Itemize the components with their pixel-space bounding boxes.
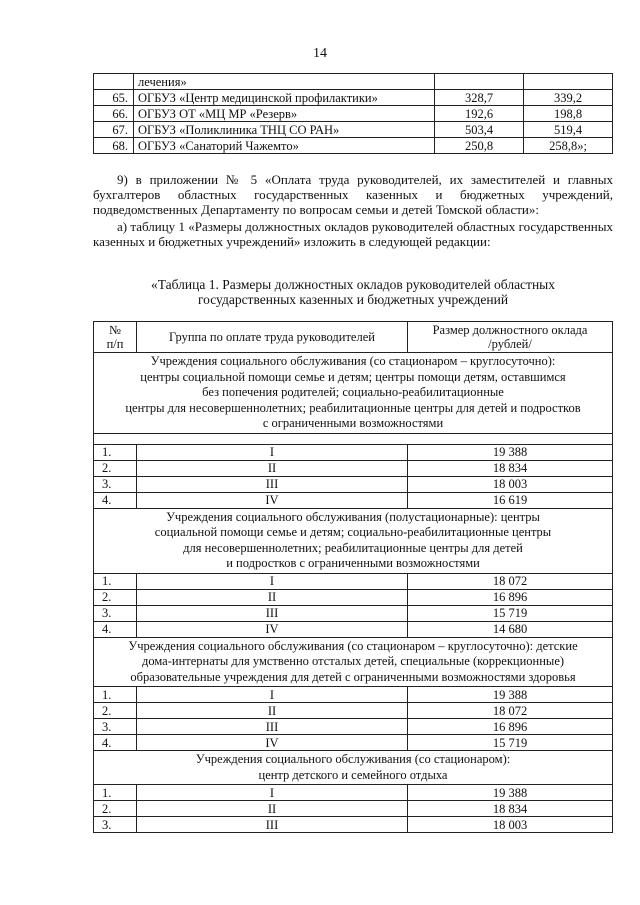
row-number: 65. [94, 90, 134, 106]
header-salary-line1: Размер должностного оклада [432, 323, 588, 337]
section-title [94, 637, 613, 687]
blank-cell [94, 433, 613, 444]
salary-cell: 15 719 [408, 605, 613, 621]
row-number: 68. [94, 138, 134, 154]
table-row [94, 735, 613, 751]
table-row [94, 122, 613, 138]
section-title-line: центры социальной помощи семье и детям; центры помощи детям, оставшимся [140, 369, 566, 384]
institution-name: лечения» [134, 74, 435, 90]
institutions-table-continuation [93, 73, 613, 154]
salary-cell: 18 834 [408, 801, 613, 817]
section-title-line: для несовершеннолетних; реабилитационные центры для детей [183, 540, 523, 555]
row-number: 2. [94, 703, 137, 719]
institution-name: ОГБУЗ «Центр медицинской профилактики» [134, 90, 435, 106]
row-number: 2. [94, 589, 137, 605]
row-number [94, 74, 134, 90]
value-2: 258,8»; [524, 138, 613, 154]
table-row [94, 589, 613, 605]
salary-table-header [94, 322, 613, 353]
section-title-line: Учреждения социального обслуживания (со стационаром): [195, 752, 511, 766]
salary-cell: 14 680 [408, 621, 613, 637]
group-cell: I [137, 785, 408, 801]
table-row [94, 573, 613, 589]
header-num-line1: № [109, 323, 121, 337]
header-salary-line2: /рублей/ [488, 337, 532, 351]
group-cell: III [137, 719, 408, 735]
salary-cell: 16 896 [408, 719, 613, 735]
salary-cell: 16 619 [408, 492, 613, 508]
section-header-row [94, 508, 613, 573]
salary-cell: 18 072 [408, 573, 613, 589]
table-row [94, 621, 613, 637]
group-cell: IV [137, 735, 408, 751]
group-cell: IV [137, 621, 408, 637]
header-group-cell: Группа по оплате труда руководителей [137, 322, 408, 353]
header-salary-cell [408, 322, 613, 353]
blank-row [94, 433, 613, 444]
row-number: 66. [94, 106, 134, 122]
value-2 [524, 74, 613, 90]
section-header-row [94, 751, 613, 785]
header-num-cell [94, 322, 137, 353]
section-title-line: без попечения родителей; социально-реабилитационные [202, 385, 504, 399]
section-title-line: и подростков с ограниченными возможностями [226, 556, 480, 570]
row-number: 2. [94, 460, 137, 476]
value-2: 519,4 [524, 122, 613, 138]
group-cell: II [137, 589, 408, 605]
group-cell: I [137, 573, 408, 589]
table-row [94, 719, 613, 735]
group-cell: III [137, 476, 408, 492]
table-row [94, 476, 613, 492]
section-title-line: Учреждения социального обслуживания (со стационаром – круглосуточно): детские [128, 638, 578, 653]
row-number: 67. [94, 122, 134, 138]
section-title [94, 353, 613, 434]
value-1: 503,4 [435, 122, 524, 138]
section-title-line: центр детского и семейного отдыха [258, 767, 448, 782]
group-cell: II [137, 703, 408, 719]
group-cell: I [137, 687, 408, 703]
table-row [94, 687, 613, 703]
salary-cell: 18 003 [408, 817, 613, 833]
group-cell: III [137, 817, 408, 833]
salary-cell: 18 072 [408, 703, 613, 719]
section-title [94, 508, 613, 573]
table-row [94, 817, 613, 833]
table-row [94, 801, 613, 817]
table-row [94, 460, 613, 476]
salary-cell: 18 003 [408, 476, 613, 492]
row-number: 1. [94, 785, 137, 801]
row-number: 1. [94, 573, 137, 589]
section-title [94, 751, 613, 785]
institution-name: ОГБУЗ «Санаторий Чажемто» [134, 138, 435, 154]
group-cell: I [137, 444, 408, 460]
salary-cell: 19 388 [408, 687, 613, 703]
group-cell: II [137, 460, 408, 476]
table-row [94, 785, 613, 801]
salary-cell: 16 896 [408, 589, 613, 605]
table-row [94, 605, 613, 621]
row-number: 4. [94, 735, 137, 751]
paragraph-item-a: а) таблицу 1 «Размеры должностных окладов руководителей областных государственных казенных и бюджетных учреждений» изложить в следующей редакции: [93, 219, 613, 249]
row-number: 4. [94, 621, 137, 637]
section-title-line: Учреждения социального обслуживания (со стационаром – круглосуточно): [150, 354, 556, 368]
value-2: 198,8 [524, 106, 613, 122]
salary-table [93, 321, 613, 833]
group-cell: II [137, 801, 408, 817]
table-row [94, 74, 613, 90]
table-caption-line-2: государственных казенных и бюджетных учреждений [197, 292, 509, 307]
institution-name: ОГБУЗ ОТ «МЦ МР «Резерв» [134, 106, 435, 122]
section-title-line: центры для несовершеннолетних; реабилитационные центры для детей и подростков [125, 400, 581, 415]
row-number: 1. [94, 444, 137, 460]
section-header-row [94, 637, 613, 687]
section-title-line: социальной помощи семье и детям; социально-реабилитационные центры [154, 525, 552, 539]
salary-cell: 15 719 [408, 735, 613, 751]
row-number: 3. [94, 817, 137, 833]
section-title-line: образовательные учреждения для детей с ограниченными возможностями здоровья [130, 669, 576, 684]
row-number: 2. [94, 801, 137, 817]
row-number: 4. [94, 492, 137, 508]
section-title-line: дома-интернаты для умственно отсталых детей, специальные (коррекционные) [141, 654, 565, 668]
row-number: 3. [94, 476, 137, 492]
row-number: 3. [94, 605, 137, 621]
group-cell: III [137, 605, 408, 621]
table-caption-line-1: «Таблица 1. Размеры должностных окладов руководителей областных [151, 277, 555, 292]
group-cell: IV [137, 492, 408, 508]
value-1 [435, 74, 524, 90]
salary-table-body [94, 322, 613, 833]
page-number: 14 [313, 46, 327, 61]
section-title-line: Учреждения социального обслуживания (полустационарные): центры [166, 509, 540, 524]
table-row [94, 90, 613, 106]
table-row [94, 106, 613, 122]
value-1: 250,8 [435, 138, 524, 154]
row-number: 1. [94, 687, 137, 703]
table-row [94, 138, 613, 154]
salary-cell: 19 388 [408, 785, 613, 801]
paragraph-item-9: 9) в приложении № 5 «Оплата труда руководителей, их заместителей и главных бухгалтеров областных государственных казенных и бюджетных учреждений, подведомственных Департаменту по вопросам семьи и детей Томской области»: [93, 172, 613, 217]
value-2: 339,2 [524, 90, 613, 106]
top-table-body [94, 74, 613, 154]
salary-cell: 18 834 [408, 460, 613, 476]
table-row [94, 444, 613, 460]
table-row [94, 492, 613, 508]
row-number: 3. [94, 719, 137, 735]
section-title-line: с ограниченными возможностями [262, 416, 444, 430]
table-row [94, 703, 613, 719]
institution-name: ОГБУЗ «Поликлиника ТНЦ СО РАН» [134, 122, 435, 138]
value-1: 328,7 [435, 90, 524, 106]
section-header-row [94, 353, 613, 434]
value-1: 192,6 [435, 106, 524, 122]
header-num-line2: п/п [106, 337, 124, 351]
salary-cell: 19 388 [408, 444, 613, 460]
